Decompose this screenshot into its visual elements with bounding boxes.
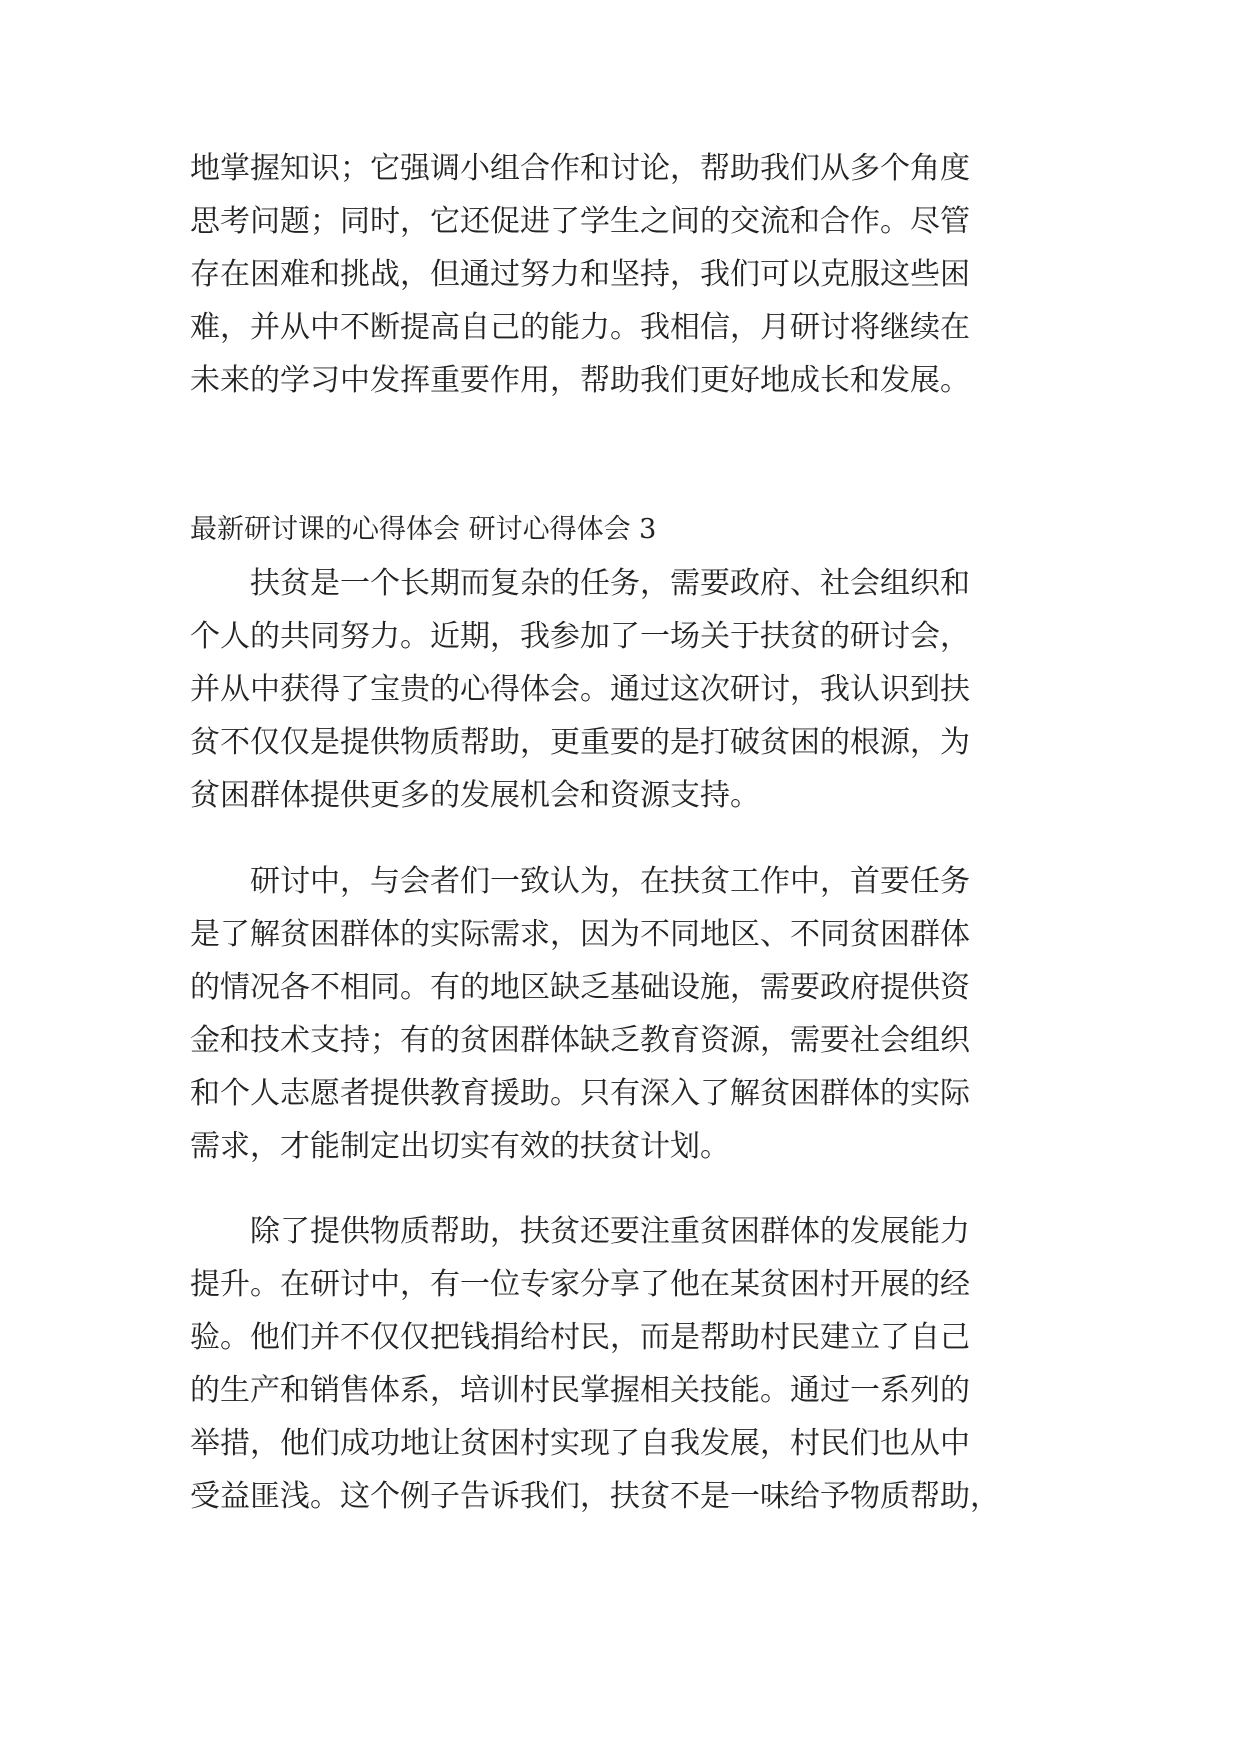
text-line: 贫不仅仅是提供物质帮助，更重要的是打破贫困的根源，为 (190, 725, 970, 760)
text-line: 验。他们并不仅仅把钱捐给村民，而是帮助村民建立了自己 (190, 1320, 970, 1355)
text-line: 个人的共同努力。近期，我参加了一场关于扶贫的研讨会， (190, 619, 970, 654)
text-line: 扶贫是一个长期而复杂的任务，需要政府、社会组织和 (250, 566, 970, 601)
text-line: 难，并从中不断提高自己的能力。我相信，月研讨将继续在 (190, 310, 970, 345)
paragraph-1 (190, 565, 1050, 825)
paragraph-3 (190, 1213, 1050, 1533)
text-line: 提升。在研讨中，有一位专家分享了他在某贫困村开展的经 (190, 1267, 970, 1302)
text-line: 地掌握知识；它强调小组合作和讨论，帮助我们从多个角度 (190, 151, 970, 186)
section-title: 最新研讨课的心得体会 研讨心得体会 3 (190, 514, 657, 545)
text-line: 是了解贫困群体的实际需求，因为不同地区、不同贫困群体 (190, 917, 970, 952)
text-line: 需求，才能制定出切实有效的扶贫计划。 (190, 1129, 730, 1164)
text-line: 受益匪浅。这个例子告诉我们，扶贫不是一味给予物质帮助， (190, 1479, 1000, 1514)
text-line: 除了提供物质帮助，扶贫还要注重贫困群体的发展能力 (250, 1214, 970, 1249)
text-line: 并从中获得了宝贵的心得体会。通过这次研讨，我认识到扶 (190, 672, 970, 707)
text-line: 贫困群体提供更多的发展机会和资源支持。 (190, 778, 760, 813)
text-line: 的情况各不相同。有的地区缺乏基础设施，需要政府提供资 (190, 970, 970, 1005)
text-line: 存在困难和挑战，但通过努力和坚持，我们可以克服这些困 (190, 257, 970, 292)
intro-paragraph (190, 150, 1050, 440)
text-line: 和个人志愿者提供教育援助。只有深入了解贫困群体的实际 (190, 1076, 970, 1111)
text-line: 研讨中，与会者们一致认为，在扶贫工作中，首要任务 (250, 864, 970, 899)
text-line: 的生产和销售体系，培训村民掌握相关技能。通过一系列的 (190, 1373, 970, 1408)
paragraph-2 (190, 863, 1050, 1183)
text-line: 思考问题；同时，它还促进了学生之间的交流和合作。尽管 (190, 204, 970, 239)
text-line: 举措，他们成功地让贫困村实现了自我发展，村民们也从中 (190, 1426, 970, 1461)
text-line: 未来的学习中发挥重要作用，帮助我们更好地成长和发展。 (190, 363, 970, 398)
text-line: 金和技术支持；有的贫困群体缺乏教育资源，需要社会组织 (190, 1023, 970, 1058)
